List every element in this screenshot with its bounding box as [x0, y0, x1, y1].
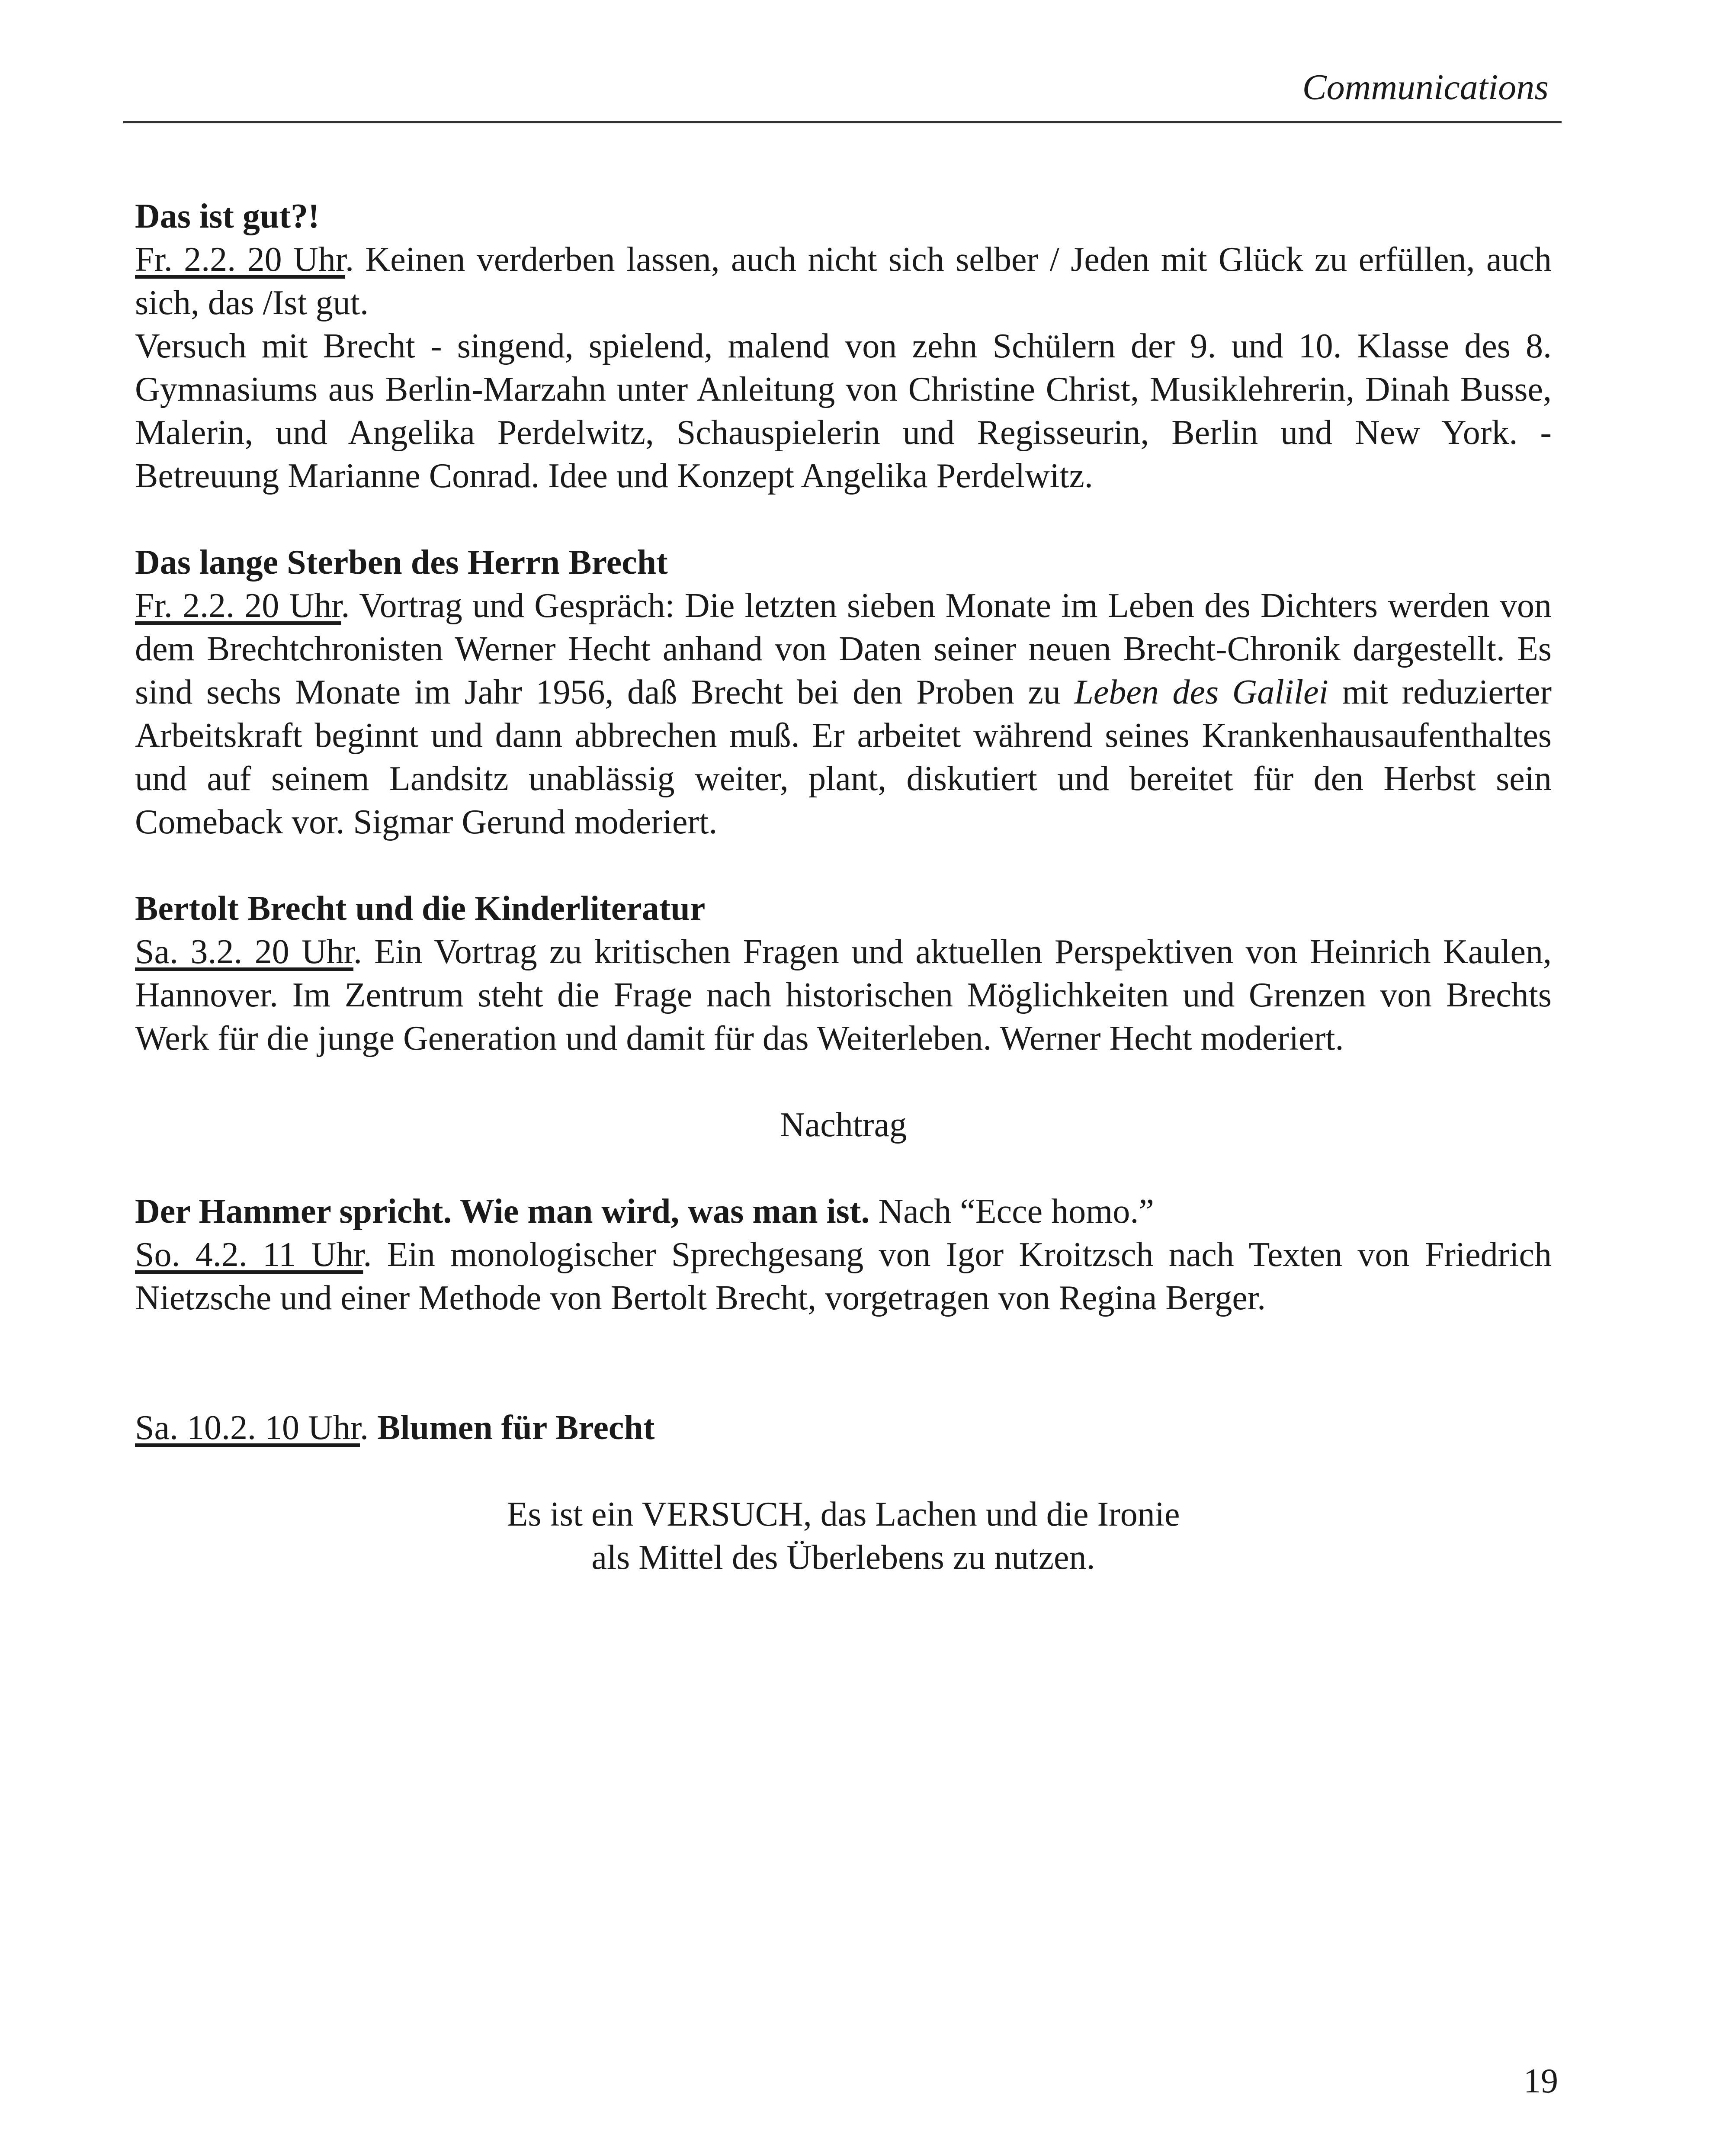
event-date: Fr. 2.2. 20 Uhr: [135, 587, 341, 625]
event-heading: Das lange Sterben des Herrn Brecht: [135, 543, 668, 582]
event-date: Sa. 10.2. 10 Uhr: [135, 1409, 360, 1447]
nachtrag-heading: [135, 1190, 1552, 1233]
event-1: [135, 195, 1552, 498]
nachtrag-description: [135, 1233, 1552, 1320]
closing-line-1: Es ist ein VERSUCH, das Lachen und die Ironie: [507, 1495, 1180, 1533]
final-event-title: Blumen für Brecht: [377, 1409, 655, 1447]
event-date: So. 4.2. 11 Uhr: [135, 1236, 363, 1274]
closing-statement: [135, 1493, 1552, 1579]
work-title: Leben des Galilei: [1074, 673, 1328, 711]
date-separator: .: [360, 1409, 377, 1447]
final-event: [135, 1406, 1552, 1579]
event-text: . Ein Vortrag zu kritischen Fragen und aktuellen Perspektiven von Heinrich Kaulen, Hannover. Im Zentrum steht die Frage nach historischen Möglichkeiten und Grenzen von Brechts Werk für die junge Generation und damit für das Weiterleben. Werner Hecht moderiert.: [135, 933, 1552, 1057]
event-date: Fr. 2.2. 20 Uhr: [135, 241, 345, 279]
page-header: [123, 61, 1562, 123]
event-text: . Keinen verderben lassen, auch nicht sich selber / Jeden mit Glück zu erfüllen, auch sich, das /Ist gut.: [135, 241, 1552, 322]
event-heading: Bertolt Brecht und die Kinderliteratur: [135, 890, 706, 928]
nachtrag-label: Nachtrag: [779, 1106, 907, 1144]
event-text-2: Versuch mit Brecht - singend, spielend, malend von zehn Schülern der 9. und 10. Klasse des 8. Gymnasiums aus Berlin-Marzahn unter Anleitung von Christine Christ, Musiklehrerin, Dinah Busse, Malerin, und Angelika Perdelwitz, Schauspielerin und Regisseurin, Berlin und New York. - Betreuung Marianne Conrad. Idee und Konzept Angelika Perdelwitz.: [135, 327, 1552, 495]
page-number: 19: [1524, 2062, 1558, 2100]
nachtrag-heading-bold: Der Hammer spricht. Wie man wird, was man ist.: [135, 1192, 870, 1231]
event-heading: Das ist gut?!: [135, 197, 320, 235]
page-content: [135, 195, 1552, 1623]
event-3: [135, 887, 1552, 1060]
event-text: . Vortrag und Gespräch: Die letzten sieben Monate im Leben des Dichters werden von dem Brechtchronisten Werner Hecht anhand von Daten seiner neuen Brecht-Chronik dargestellt. Es sind sechs Monate im Jahr 1956, daß Brecht bei den Proben zu: [135, 587, 1552, 711]
event-description: [135, 584, 1552, 844]
event-date: Sa. 3.2. 20 Uhr: [135, 933, 353, 971]
event-description: [135, 238, 1552, 498]
nachtrag-event: [135, 1190, 1552, 1320]
closing-line-2: als Mittel des Überlebens zu nutzen.: [591, 1539, 1095, 1577]
event-2: [135, 541, 1552, 844]
final-event-line: [135, 1406, 1552, 1449]
event-text: . Ein monologischer Sprechgesang von Igor Kroitzsch nach Texten von Friedrich Nietzsche und einer Methode von Bertolt Brecht, vorgetragen von Regina Berger.: [135, 1236, 1552, 1317]
event-description: [135, 930, 1552, 1060]
nachtrag-heading-rest: Nach “Ecce homo.”: [869, 1192, 1154, 1231]
header-title: Communications: [1302, 67, 1549, 107]
event-text-cont: mit reduzierter Arbeitskraft beginnt und dann abbrechen muß. Er arbeitet während seines Krankenhausaufenthaltes und auf seinem Landsitz unablässig weiter, plant, diskutiert und bereitet für den Herbst sein Comeback vor. Sigmar Gerund moderiert.: [135, 673, 1552, 841]
